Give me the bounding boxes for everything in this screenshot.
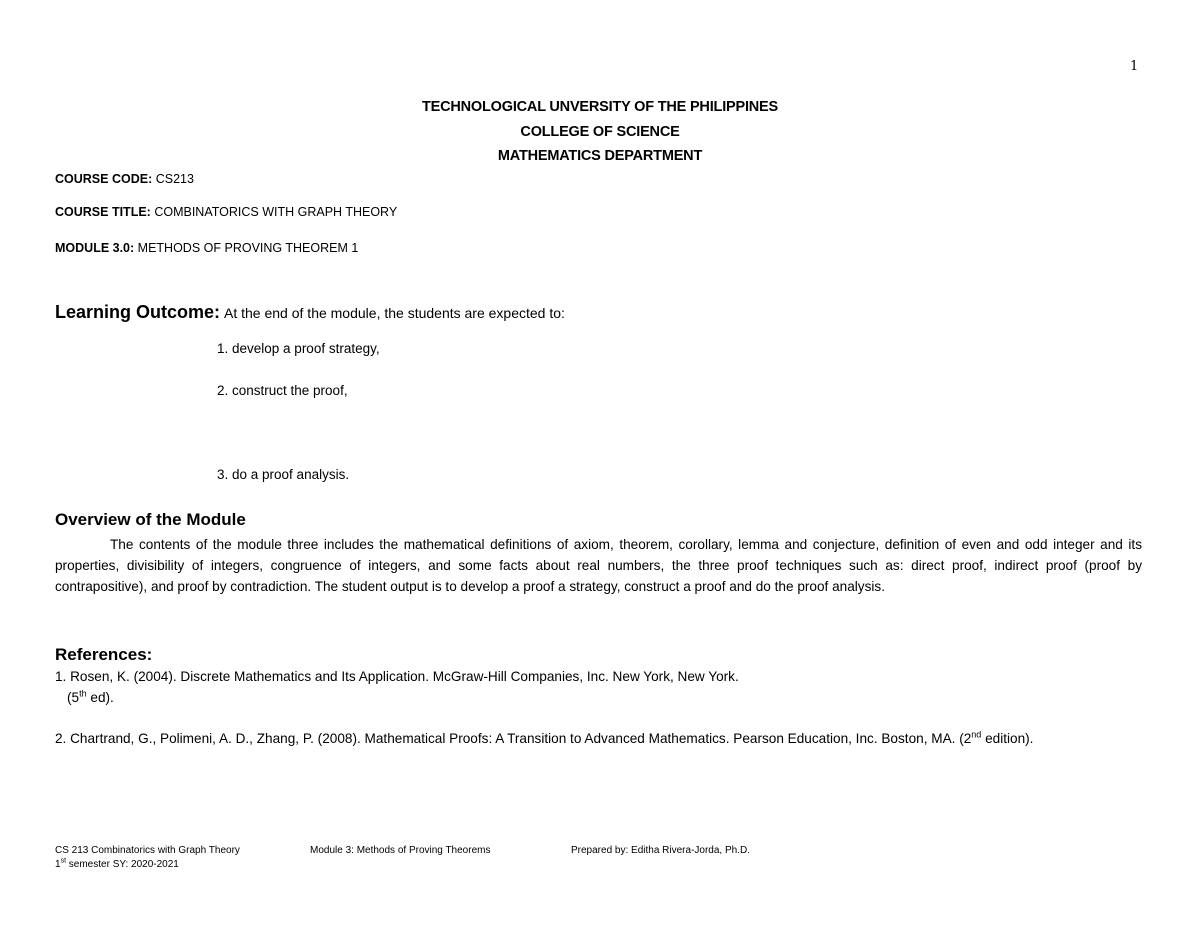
outcome-item: 1. develop a proof strategy,: [217, 341, 380, 356]
course-title: [55, 205, 397, 219]
learning-outcome-heading: Learning Outcome:: [55, 302, 221, 322]
footer-module: Module 3: Methods of Proving Theorems: [310, 845, 491, 856]
module-label: MODULE 3.0:: [55, 241, 135, 255]
references-heading: References:: [55, 645, 153, 664]
edition-text-end: ed).: [86, 690, 114, 705]
course-code-label: COURSE CODE:: [55, 172, 153, 186]
course-title-label: COURSE TITLE:: [55, 205, 151, 219]
reference-2-sup: nd: [971, 729, 982, 740]
footer-prepared-by: Prepared by: Editha Rivera-Jorda, Ph.D.: [571, 845, 750, 856]
reference-1: 1. Rosen, K. (2004). Discrete Mathematics and Its Application. McGraw-Hill Companies, Inc. New York, New York.: [55, 669, 739, 684]
university-name: TECHNOLOGICAL UNVERSITY OF THE PHILIPPINES: [421, 99, 779, 115]
module-title: [55, 241, 358, 255]
reference-2-text: 2. Chartrand, G., Polimeni, A. D., Zhang, P. (2008). Mathematical Proofs: A Transition to Advanced Mathematics. Pearson Education, Inc. Boston, MA. (2: [55, 731, 972, 746]
course-code: [55, 172, 194, 186]
reference-2: [55, 729, 1033, 749]
semester-num: 1: [55, 859, 61, 870]
semester-sup: st: [60, 857, 67, 865]
footer-course: CS 213 Combinatorics with Graph Theory: [55, 845, 240, 856]
module-value: METHODS OF PROVING THEOREM 1: [137, 241, 359, 255]
college-name: COLLEGE OF SCIENCE: [520, 124, 680, 140]
course-title-value: COMBINATORICS WITH GRAPH THEORY: [154, 205, 398, 219]
learning-outcome: [55, 302, 565, 323]
reference-2-end: edition).: [981, 731, 1034, 746]
reference-1-edition: [67, 688, 114, 708]
overview-heading: Overview of the Module: [55, 510, 246, 529]
outcome-item: 2. construct the proof,: [217, 383, 348, 398]
page-number: 1: [1130, 59, 1139, 74]
semester-text: semester SY: 2020-2021: [66, 859, 179, 870]
outcome-item: 3. do a proof analysis.: [217, 467, 350, 482]
overview-paragraph: The contents of the module three includes the mathematical definitions of axiom, theorem, corollary, lemma and conjecture, definition of even and odd integer and its properties, divisibility of integers, congruence of integers, and some facts about real numbers, the three proof techniques such as: direct proof, indirect proof (proof by contrapositive), and proof by contradiction. The student output is to develop a proof a strategy, construct a proof and do the proof analysis.: [55, 537, 1142, 594]
edition-sup: th: [79, 688, 87, 699]
edition-text: (5: [67, 690, 80, 705]
course-code-value: CS213: [155, 172, 194, 186]
department-name: MATHEMATICS DEPARTMENT: [497, 148, 703, 164]
learning-outcome-intro: At the end of the module, the students are expected to:: [224, 305, 565, 321]
footer-semester: [55, 859, 179, 870]
